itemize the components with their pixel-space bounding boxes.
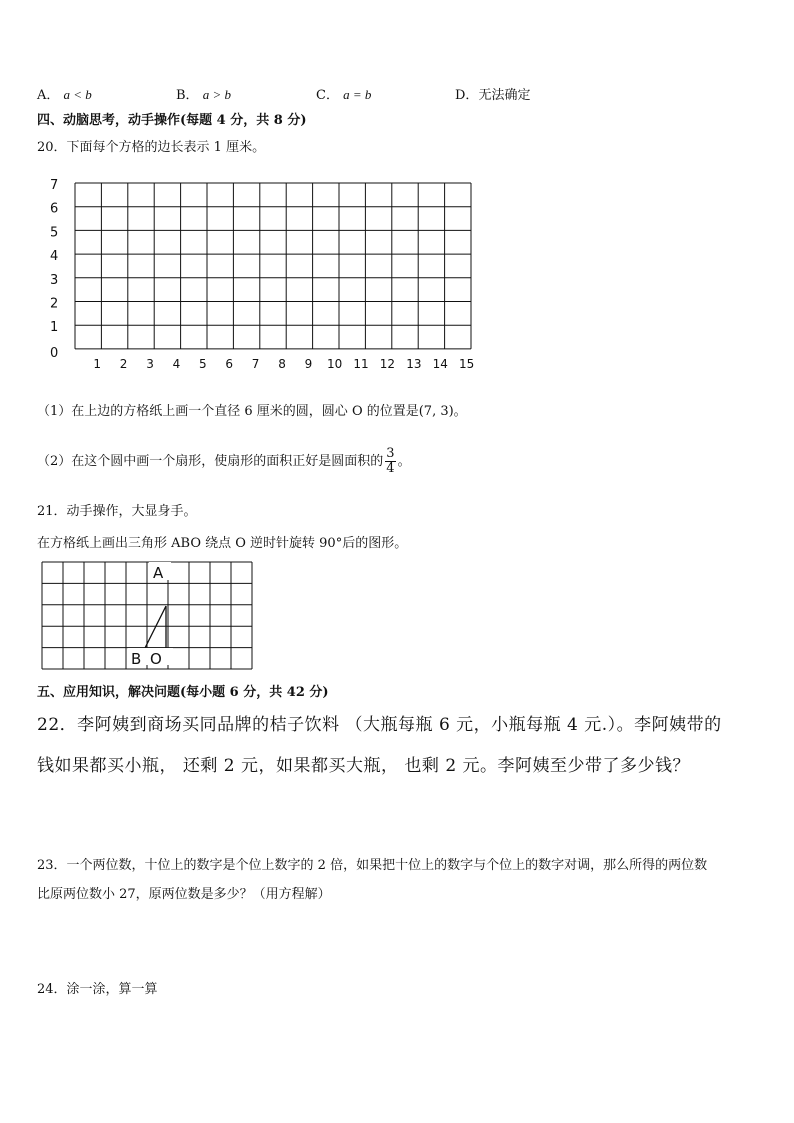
- x-axis-label: 5: [199, 356, 207, 371]
- q20-grid: [40, 170, 490, 380]
- option-c: C． a = b: [316, 87, 372, 103]
- label-o: O: [150, 650, 162, 668]
- y-axis-label: 1: [50, 320, 59, 336]
- x-axis-label: 3: [146, 356, 154, 371]
- x-axis-label: 11: [353, 356, 369, 371]
- y-axis-label: 6: [50, 201, 59, 217]
- y-axis-label: 2: [50, 296, 59, 312]
- y-axis-label: 4: [50, 249, 59, 265]
- q22-line1: 22．李阿姨到商场买同品牌的桔子饮料 （大瓶每瓶 6 元，小瓶每瓶 4 元.）。李阿姨带的: [37, 715, 722, 735]
- fraction-three-quarters: $\frac{3}{4}$: [386, 446, 395, 476]
- q21-grid: [40, 560, 256, 672]
- section-5-title: 五、应用知识，解决问题(每小题 6 分，共 42 分): [37, 685, 329, 700]
- x-axis-label: 9: [304, 356, 313, 371]
- option-d: D．无法确定: [455, 88, 531, 103]
- q20-part2: （2）在这个圆中画一个扇形，使扇形的面积正好是圆面积的 $\frac{3}{4}$ 。: [37, 446, 411, 476]
- option-a: A． a < b: [37, 87, 92, 103]
- q23-line2: 比原两位数小 27，原两位数是多少？（用方程解）: [37, 887, 331, 902]
- x-axis-label: 8: [278, 356, 286, 371]
- q22-line2: 钱如果都买小瓶， 还剩 2 元，如果都买大瓶， 也剩 2 元。李阿姨至少带了多少钱？: [37, 756, 691, 776]
- option-b: B． a > b: [176, 87, 231, 103]
- x-axis-label: 12: [379, 356, 396, 371]
- x-axis-label: 1: [93, 356, 102, 371]
- q23-line1: 23．一个两位数，十位上的数字是个位上数字的 2 倍，如果把十位上的数字与个位上的数字对调，那么所得的两位数: [37, 858, 708, 873]
- x-axis-label: 2: [119, 356, 128, 371]
- triangle-side-ab: [145, 606, 166, 648]
- x-axis-label: 13: [406, 356, 422, 371]
- y-axis-label: 3: [50, 272, 59, 288]
- q24-stem: 24．涂一涂，算一算: [37, 982, 158, 997]
- x-axis-label: 6: [225, 356, 234, 371]
- x-axis-label: 15: [459, 356, 475, 371]
- section-4-title: 四、动脑思考，动手操作(每题 4 分，共 8 分): [37, 113, 307, 128]
- q20-part1: （1）在上边的方格纸上画一个直径 6 厘米的圆，圆心 O 的位置是(7, 3)。: [37, 404, 467, 419]
- x-axis-label: 7: [251, 356, 260, 371]
- x-axis-label: 14: [432, 356, 448, 371]
- q20-stem: 20．下面每个方格的边长表示 1 厘米。: [37, 140, 266, 155]
- y-axis-label: 5: [50, 225, 59, 241]
- q21-stem: 21．动手操作，大显身手。: [37, 504, 197, 519]
- y-axis-label: 7: [50, 178, 59, 193]
- x-axis-label: 4: [172, 356, 181, 371]
- label-a: A: [153, 564, 164, 582]
- q21-instruction: 在方格纸上画出三角形 ABO 绕点 O 逆时针旋转 90°后的图形。: [37, 536, 408, 551]
- x-axis-label: 10: [327, 356, 343, 371]
- y-axis-label: 0: [50, 345, 59, 361]
- label-b: B: [131, 650, 142, 668]
